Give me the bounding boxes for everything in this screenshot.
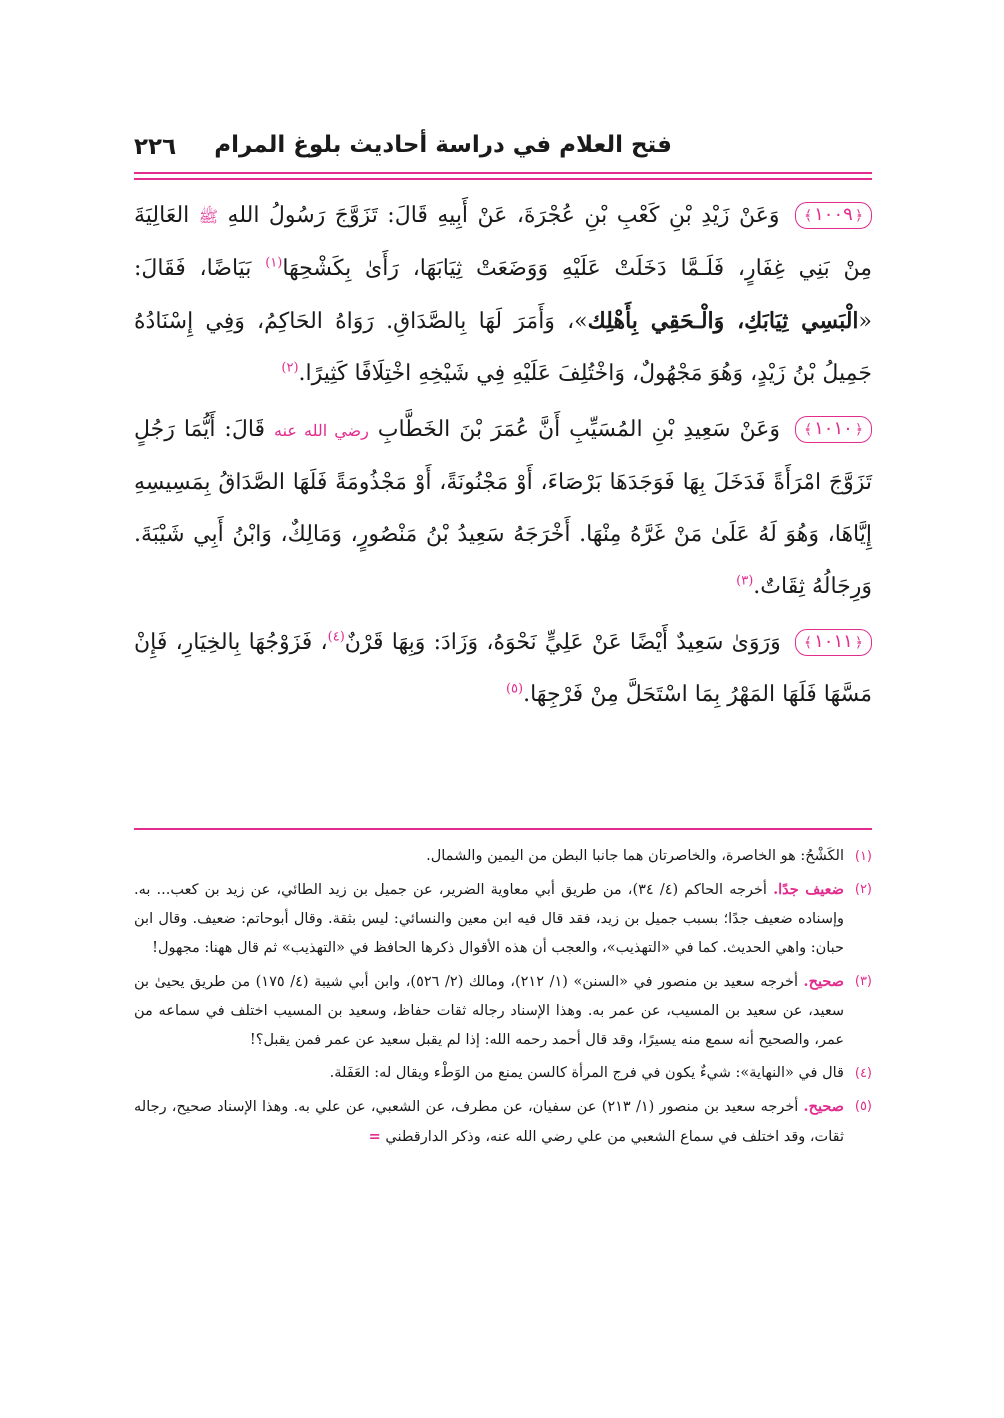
page-number: ٢٢٦	[134, 134, 177, 160]
grading-label: ضعيف جدًا.	[773, 881, 844, 898]
footnote-number: (٥)	[854, 1099, 872, 1114]
hadith-number: ﴿ ١٠١٠ ﴾	[795, 416, 872, 443]
footnote-ref[interactable]: (٢)	[281, 360, 299, 376]
page-header	[134, 128, 872, 168]
book-title: فتح العلام في دراسة أحاديث بلوغ المرام	[214, 132, 672, 158]
hadith-text: ، فَزَوْجُهَا بِالخِيَارِ، فَإِنْ مَسَّهَا فَلَهَا المَهْرُ بِمَا اسْتَحَلَّ مِنْ فَرْجِهَا.	[134, 630, 872, 707]
footnote-number: (٣)	[854, 974, 872, 989]
footnote-5	[134, 1092, 872, 1152]
grading-label: صحيح.	[803, 973, 844, 990]
hadith-text: بَيَاضًا، فَقَالَ: «	[134, 256, 872, 334]
footnote-ref[interactable]: (٤)	[327, 629, 345, 645]
footnote-text: أخرجه سعيد بن منصور في «السنن» (١/ ٢١٢)، ومالك (٢/ ٥٢٦)، وابن أبي شيبة (٤/ ١٧٥) من طريق يحيىٰ بن سعيد، عن سعيد بن المسيب، عن عمر به. وهذا الإسناد رجاله ثقات حفاظ، وسعيد بن المسيب اختلف في سماعه من عمر، والصحيح أنه سمع منه يسيرًا، وقد قال أحمد رحمه الله: إذا لم يقبل سعيد عن عمر فمن يقبل؟!	[134, 974, 844, 1048]
footnote-2	[134, 875, 872, 963]
hadith-1009	[134, 190, 872, 400]
footnote-3	[134, 967, 872, 1055]
hadith-number: ﴿ ١٠٠٩ ﴾	[795, 202, 872, 229]
footnote-ref[interactable]: (١)	[265, 255, 283, 271]
hadith-text: وَرَوَىٰ سَعِيدٌ أَيْضًا عَنْ عَلِيٍّ نَحْوَهُ، وَزَادَ: وَبِهَا قَرْنٌ	[344, 630, 781, 655]
footnote-text: قال في «النهاية»: شيءٌ يكون في فرج المرأة كالسن يمنع من الوَطْء ويقال له: العَفَلة.	[329, 1065, 844, 1081]
hadith-text: قَالَ: أَيُّمَا رَجُلٍ تَزَوَّجَ امْرَأَةً فَدَخَلَ بِهَا فَوَجَدَهَا بَرْصَاءَ، أَوْ مَجْنُونَةً، أَوْ مَجْذُومَةً فَلَهَا الصَّدَاقُ بِمَسِيسِهِ إِيَّاهَا، وَهُوَ لَهُ عَلَىٰ مَنْ غَرَّهُ مِنْهَا. أَخْرَجَهُ سَعِيدُ بْنُ مَنْصُورٍ، وَمَالِكٌ، وَابْنُ أَبِي شَيْبَةَ. وَرِجَالُهُ ثِقَاتٌ.	[134, 417, 872, 599]
footnote-ref[interactable]: (٣)	[736, 573, 754, 589]
header-rule-bottom	[134, 178, 872, 180]
footnote-4	[134, 1059, 872, 1088]
hadith-text: وَعَنْ سَعِيدِ بْنِ المُسَيِّبِ أَنَّ عُمَرَ بْنَ الخَطَّابِ	[368, 417, 780, 442]
prophet-quote: الْبَسِي ثِيَابَكِ، وَالْـحَقِي بِأَهْلِك	[587, 308, 859, 334]
continuation-mark: =	[368, 1128, 381, 1145]
radiallahu-glyph: رضي الله عنه	[274, 421, 369, 440]
footnote-1	[134, 842, 872, 871]
hadith-text: وَعَنْ زَيْدِ بْنِ كَعْبِ بْنِ عُجْرَةَ، عَنْ أَبِيهِ قَالَ: تَزَوَّجَ رَسُولُ اللهِ	[218, 203, 780, 228]
body-footnote-separator	[134, 828, 872, 830]
hadith-1011	[134, 617, 872, 721]
footnote-number: (٤)	[854, 1066, 872, 1081]
hadith-text: العَالِيَةَ مِنْ بَنِي غِفَارٍ، فَلَـمَّا دَخَلَتْ عَلَيْهِ وَوَضَعَتْ ثِيَابَهَا، رَأَىٰ بِكَشْحِهَا	[134, 203, 873, 281]
hadith-number: ﴿ ١٠١١ ﴾	[795, 629, 872, 656]
footnote-text: أخرجه الحاكم (٤/ ٣٤)، من طريق أبي معاوية الضرير، عن جميل بن زيد الطائي، عن زيد بن كعب... به. وإسناده ضعيف جدًا؛ بسبب جميل بن زيد، فقد قال فيه ابن معين والنسائي: ليس بثقة. وقال أبوحاتم: ضعيف. وقال ابن حبان: واهي الحديث. كما في «التهذيب»، والعجب أن هذه الأقوال ذكرها الحافظ في «التهذيب» ثم قال ههنا: مجهول!	[134, 882, 844, 956]
grading-label: صحيح.	[803, 1098, 844, 1115]
hadith-text: »، وَأَمَرَ لَهَا بِالصَّدَاقِ. رَوَاهُ الحَاكِمُ، وَفِي إِسْنَادُهُ جَمِيلُ بْنُ زَيْدٍ، وَهُوَ مَجْهُولٌ، وَاخْتُلِفَ عَلَيْهِ فِي شَيْخِهِ اخْتِلَافًا كَثِيرًا.	[134, 309, 872, 386]
header-rule-top	[134, 172, 872, 174]
salawat-glyph: ﷺ	[198, 207, 219, 226]
footnote-text: الكَشْحُ: هو الخاصرة، والخاصرتان هما جانبا البطن من اليمين والشمال.	[426, 848, 844, 864]
footnotes	[134, 842, 872, 1156]
footnote-number: (٢)	[854, 882, 872, 897]
footnote-ref[interactable]: (٥)	[505, 681, 524, 697]
footnote-number: (١)	[854, 849, 872, 864]
hadith-1010	[134, 404, 872, 613]
footnote-text: أخرجه سعيد بن منصور (١/ ٢١٣) عن سفيان، عن مطرف، عن الشعبي، عن علي به. وهذا الإسناد صحيح، رجاله ثقات، وقد اختلف في سماع الشعبي من علي رضي الله عنه، وذكر الدارقطني	[134, 1099, 844, 1145]
hadith-body	[134, 190, 872, 725]
